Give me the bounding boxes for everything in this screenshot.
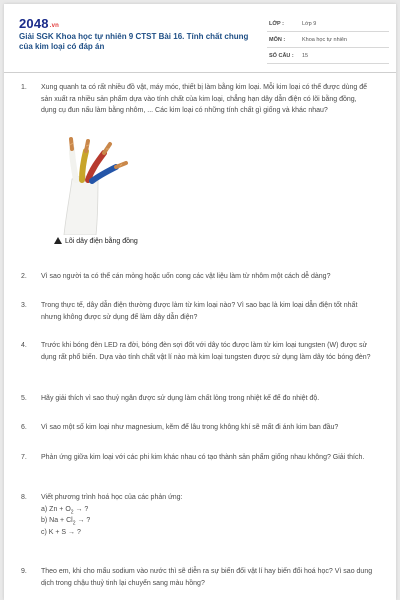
question-number: 2. bbox=[21, 273, 27, 280]
figure-caption bbox=[54, 237, 138, 245]
reaction-b: b) $Na + Cl_2$ → ? bbox=[41, 517, 91, 527]
document-page bbox=[4, 4, 396, 600]
question-text: Trong thực tế, dây dẫn điện thường được làm từ kim loại nào? Vì sao bạc là kim loại dẫn điện tốt nhất nhưng không được sử dụng để làm dây dẫn điện? bbox=[41, 302, 358, 321]
question-number: 3. bbox=[21, 302, 27, 309]
triangle-icon bbox=[54, 237, 62, 244]
site-logo[interactable] bbox=[19, 16, 59, 31]
question-6 bbox=[21, 422, 373, 434]
question-number: 8. bbox=[21, 494, 27, 501]
question-8 bbox=[21, 492, 373, 538]
meta-value: Lớp 9 bbox=[302, 21, 317, 27]
question-4 bbox=[21, 340, 373, 363]
caption-text: Lõi dây điện bằng đồng bbox=[65, 238, 138, 245]
question-text: Trước khi bóng đèn LED ra đời, bóng đèn sợi đốt với dây tóc được làm từ kim loại tungsten (W) được sử dụng rất phổ biến. Dựa vào tính chất vật lí nào mà kim loại tungsten được sử dụng làm dây tóc bóng đèn? bbox=[41, 342, 371, 361]
question-text: Viết phương trình hoá học của các phản ứng: bbox=[41, 494, 183, 501]
question-text: Vì sao người ta có thể cán mỏng hoặc uốn cong các vật liệu làm từ nhôm một cách dễ dàng? bbox=[41, 273, 331, 280]
question-2 bbox=[21, 271, 373, 283]
question-1 bbox=[21, 82, 373, 117]
meta-key: SỐ CÂU : bbox=[269, 53, 294, 59]
question-number: 5. bbox=[21, 395, 27, 402]
meta-value: 15 bbox=[302, 53, 309, 59]
meta-table bbox=[267, 16, 389, 64]
question-number: 6. bbox=[21, 424, 27, 431]
question-text: Hãy giải thích vì sao thuỷ ngân được sử dụng làm chất lỏng trong nhiệt kế để đo nhiệt độ. bbox=[41, 395, 320, 402]
meta-key: MÔN : bbox=[269, 37, 286, 43]
meta-row-subject bbox=[267, 32, 389, 48]
logo-suffix: .vn bbox=[49, 23, 60, 29]
question-text: Vì sao một số kim loại như magnesium, kẽm để lâu trong không khí sẽ mất đi ánh kim ban đầu? bbox=[41, 424, 339, 431]
document-header bbox=[19, 16, 389, 64]
question-3 bbox=[21, 300, 373, 323]
question-text: Xung quanh ta có rất nhiều đồ vật, máy móc, thiết bị làm bằng kim loại. Mỗi kim loại có thể được dùng để sản xuất ra nhiều sản phẩm dựa vào tính chất của kim loại, chẳng hạn dây dẫn điện có lõi bằng đồng, dụng cụ đun nấu làm bằng nhôm, ... Các kim loại có những tính chất gì giống và khác nhau? bbox=[41, 84, 368, 114]
reaction-c: c) K + S → ? bbox=[41, 528, 81, 536]
question-5 bbox=[21, 393, 373, 405]
meta-value: Khoa học tự nhiên bbox=[302, 37, 347, 43]
logo-text: 2048 bbox=[19, 16, 49, 31]
question-number: 9. bbox=[21, 568, 27, 575]
meta-row-grade bbox=[267, 16, 389, 32]
meta-row-count bbox=[267, 48, 389, 64]
question-number: 7. bbox=[21, 454, 27, 461]
question-7 bbox=[21, 452, 373, 464]
reaction-a: a) $Zn + O_2$ → ? bbox=[41, 505, 89, 515]
meta-key: LỚP : bbox=[269, 21, 284, 27]
question-text: Phản ứng giữa kim loại với các phi kim khác nhau có tạo thành sản phẩm giống nhau không? Giải thích. bbox=[41, 454, 365, 461]
document-title: Giải SGK Khoa học tự nhiên 9 CTST Bài 16. Tính chất chung của kim loại có đáp án bbox=[19, 32, 249, 51]
copper-wire-image bbox=[42, 135, 162, 247]
question-text: Theo em, khi cho mẩu sodium vào nước thì sẽ diễn ra sự biến đổi vật lí hay biến đổi hoá học? Vì sao dung dịch trong chậu thuỷ tinh lại chuyển sang màu hồng? bbox=[41, 568, 373, 587]
question-9 bbox=[21, 566, 373, 589]
question-number: 4. bbox=[21, 342, 27, 349]
header-divider bbox=[4, 72, 396, 73]
question-number: 1. bbox=[21, 84, 27, 91]
